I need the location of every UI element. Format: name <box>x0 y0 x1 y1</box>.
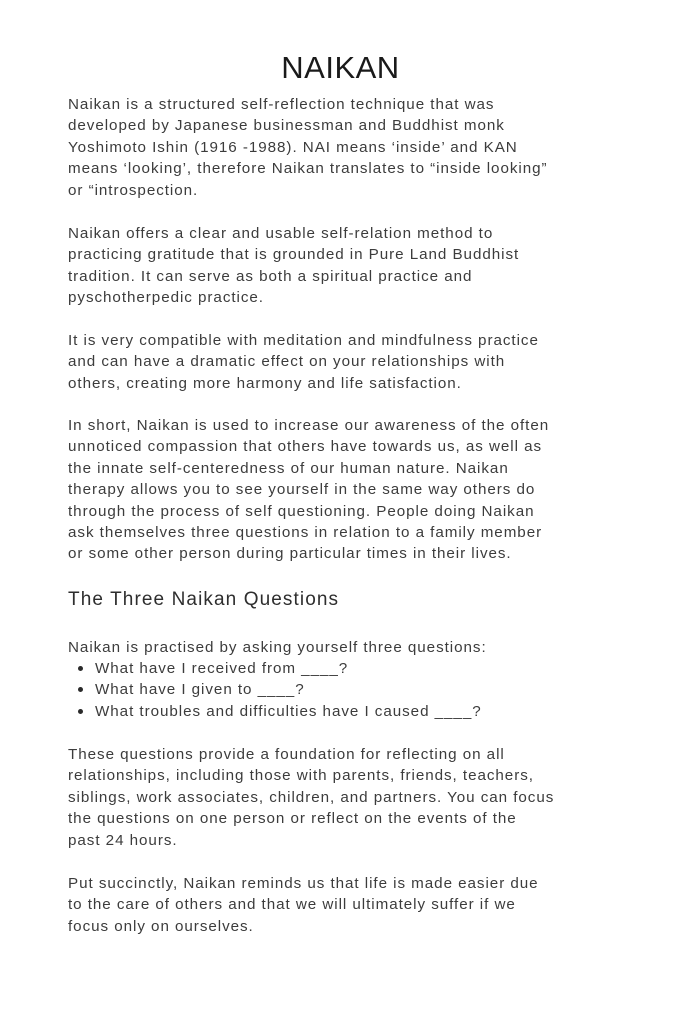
questions-intro: Naikan is practised by asking yourself three questions: <box>68 639 487 656</box>
text-line: It is very compatible with meditation and mindfulness practice <box>68 332 539 349</box>
paragraph-meditation <box>68 330 628 394</box>
text-line: siblings, work associates, children, and partners. You can focus <box>68 788 555 806</box>
text-line: Naikan is a structured self-reflection technique that was <box>68 96 495 113</box>
text-line: relationships, including those with parents, friends, teachers, <box>68 767 534 785</box>
page-title: NAIKAN <box>281 50 400 85</box>
text-line: therapy allows you to see yourself in the same way others do <box>68 481 536 499</box>
bullet-icon <box>78 709 83 714</box>
text-line: focus only on ourselves. <box>68 917 254 935</box>
text-line: tradition. It can serve as both a spiritual practice and <box>68 267 473 285</box>
text-line: others, creating more harmony and life satisfaction. <box>68 374 462 392</box>
text-line: past 24 hours. <box>68 831 178 849</box>
text-line: These questions provide a foundation for reflecting on all <box>68 746 505 763</box>
text-line: Put succinctly, Naikan reminds us that life is made easier due <box>68 875 539 892</box>
paragraph-foundation <box>68 744 628 851</box>
text-line: In short, Naikan is used to increase our awareness of the often <box>68 417 550 434</box>
text-line: practicing gratitude that is grounded in Pure Land Buddhist <box>68 246 520 264</box>
text-line: ask themselves three questions in relation to a family member <box>68 524 543 542</box>
bullet-icon <box>78 687 83 692</box>
text-line: means ‘looking’, therefore Naikan translates to “inside looking” <box>68 160 548 178</box>
question-text: What have I received from ____? <box>95 660 349 677</box>
question-text: What troubles and difficulties have I caused ____? <box>95 702 482 720</box>
text-line: or “introspection. <box>68 181 199 199</box>
text-line: the innate self-centeredness of our human nature. Naikan <box>68 459 509 477</box>
questions-list <box>68 658 482 722</box>
text-line: and can have a dramatic effect on your relationships with <box>68 353 506 371</box>
paragraph-gratitude <box>68 223 628 309</box>
intro-paragraph <box>68 94 628 201</box>
list-item <box>68 658 482 679</box>
paragraph-conclusion <box>68 873 628 937</box>
text-line: to the care of others and that we will ultimately suffer if we <box>68 896 516 914</box>
question-text: What have I given to ____? <box>95 681 305 699</box>
text-line: Yoshimoto Ishin (1916 -1988). NAI means ‘inside’ and KAN <box>68 138 518 156</box>
paragraph-in-short <box>68 415 628 565</box>
text-line: or some other person during particular times in their lives. <box>68 545 512 563</box>
list-item <box>68 679 482 700</box>
bullet-icon <box>78 666 83 671</box>
section-heading: The Three Naikan Questions <box>68 589 340 610</box>
list-item <box>68 701 482 722</box>
text-line: Naikan offers a clear and usable self-relation method to <box>68 225 494 242</box>
text-line: the questions on one person or reflect on the events of the <box>68 810 517 828</box>
text-line: developed by Japanese businessman and Buddhist monk <box>68 117 505 135</box>
text-line: through the process of self questioning. People doing Naikan <box>68 502 535 520</box>
text-line: pyschotherpedic practice. <box>68 289 264 307</box>
text-line: unnoticed compassion that others have towards us, as well as <box>68 438 543 456</box>
